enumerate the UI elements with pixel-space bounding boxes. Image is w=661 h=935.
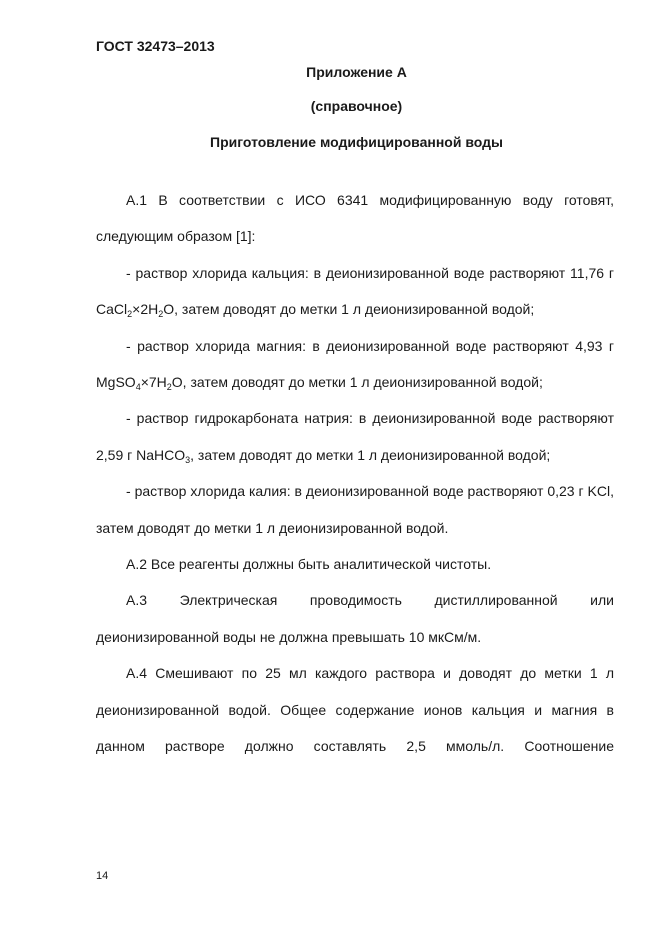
paragraph-kcl: - раствор хлорида калия: в деионизированной воде растворяют 0,23 г KCl, затем доводят до метки 1 л деионизированной водой.	[96, 483, 614, 536]
paragraph-a2: А.2 Все реагенты должны быть аналитической чистоты.	[126, 556, 492, 573]
appendix-heading: Приготовление модифицированной воды	[210, 134, 503, 150]
paragraph-a4: А.4 Смешивают по 25 мл каждого раствора и доводят до метки 1 л деионизированной водой. Общее содержание ионов кальция и магния в данном растворе должно составлять 2,5 ммоль/л. Соотношение	[96, 665, 614, 755]
paragraph-mgso4: - раствор хлорида магния: в деионизированной воде растворяют 4,93 г $MgSO_4\times 7H_2O$, затем доводят до метки 1 л деионизированной водой;	[96, 337, 614, 393]
paragraph-a3: А.3 Электрическая проводимость дистиллированной или деионизированной воды не должна превышать 10 мкСм/м.	[96, 592, 614, 645]
paragraph-a1: А.1 В соответствии с ИСО 6341 модифицированную воду готовят, следующим образом [1]:	[96, 192, 614, 245]
page-number: 14	[96, 870, 109, 882]
paragraph-nahco3: - раствор гидрокарбоната натрия: в деионизированной воде растворяют 2,59 г NaHCO$_3$, затем доводят до метки 1 л деионизированной водой;	[96, 410, 614, 465]
paragraph-cacl2: - раствор хлорида кальция: в деионизированной воде растворяют 11,76 г $CaCl_2\times 2H_2O$, затем доводят до метки 1 л деионизированной водой;	[96, 264, 614, 320]
appendix-title: Приложение А	[306, 64, 407, 80]
body-text	[96, 182, 614, 765]
appendix-kind: (справочное)	[310, 98, 403, 114]
document-code: ГОСТ 32473–2013	[96, 38, 215, 54]
